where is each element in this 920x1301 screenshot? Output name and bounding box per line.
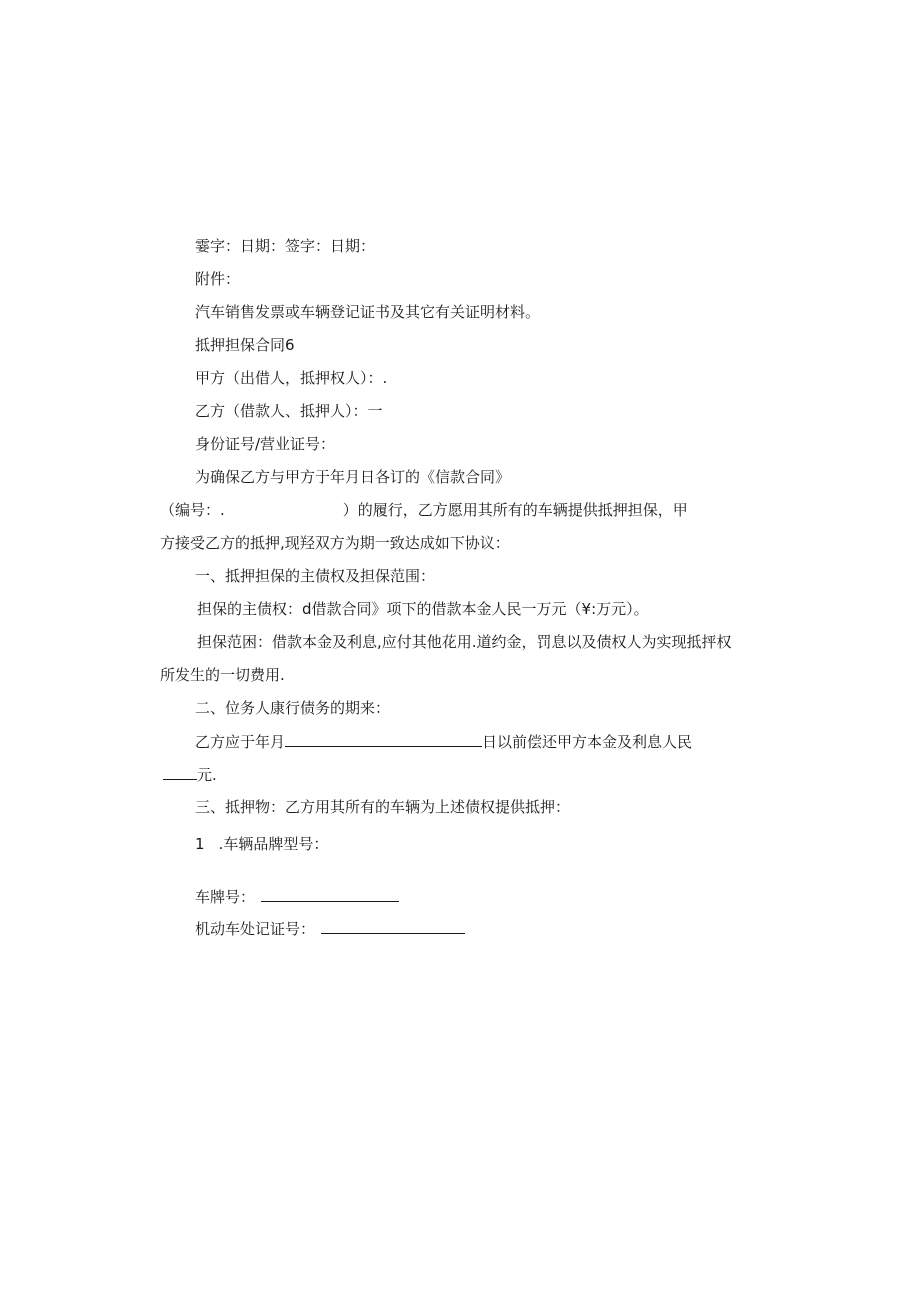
contract-number-label: （编号：. — [160, 501, 225, 519]
signature-date-text: 霎字：日期：签字：日期： — [195, 237, 376, 255]
vehicle-registration-label: 机动车处记证号： — [195, 920, 316, 938]
preamble-line-3: 方接受乙方的抵押,现羟双方为期一致达成如下协议： — [160, 534, 510, 552]
id-number-line: 身份证号/营业证号： — [195, 435, 336, 453]
vehicle-registration-line — [195, 918, 465, 938]
signature-date-line — [195, 236, 375, 256]
section-2-amount: 元. — [163, 764, 217, 784]
section-1-scope-line-1: 担保范困：借款本金及利息,应付其他花用.道约金，罚息以及债权人为实现抵抨权 — [197, 633, 732, 651]
repayment-amount-blank — [163, 764, 197, 780]
section-1-scope-line-2: 所发生的一切费用. — [160, 666, 285, 684]
preamble-line-1: 为确保乙方与甲方于年月日各订的《信款合同》 — [195, 468, 511, 486]
party-a: 甲方（出借人，抵押权人）：. — [195, 369, 388, 387]
repayment-date-blank — [285, 731, 482, 747]
section-3-title: 三、抵押物：乙方用其所有的车辆为上述债权提供抵押： — [195, 798, 571, 816]
contract-title: 抵押担保合同6 — [195, 336, 295, 354]
plate-number-label: 车牌号： — [195, 888, 256, 906]
preamble-line-2: （编号：. ）的履行，乙方愿用其所有的车辆提供抵押担保，甲 — [160, 501, 688, 519]
vehicle-brand-label: .车辆品牌型号： — [218, 835, 329, 853]
section-2-title: 二、位务人康行债务的期来： — [195, 699, 391, 717]
attachment-text: 汽车销售发票或车辆登记证书及其它有关证明材料。 — [195, 303, 541, 321]
vehicle-registration-blank — [321, 918, 465, 934]
attachment-label: 附件： — [195, 270, 241, 288]
party-b: 乙方（借款人、抵押人）：一 — [195, 402, 383, 420]
plate-number-line — [195, 886, 399, 906]
vehicle-brand-line — [195, 834, 328, 854]
plate-number-blank — [261, 886, 399, 902]
section-1-claim: 担保的主债权：d借款合同》项下的借款本金人民一万元（¥:万元）。 — [197, 600, 649, 618]
section-2-text: 乙方应于年月 日以前偿还甲方本金及利息人民 — [195, 733, 693, 751]
item-number: 1 — [195, 835, 205, 853]
section-1-title: 一、抵押担保的主债权及担保范围： — [195, 567, 436, 585]
